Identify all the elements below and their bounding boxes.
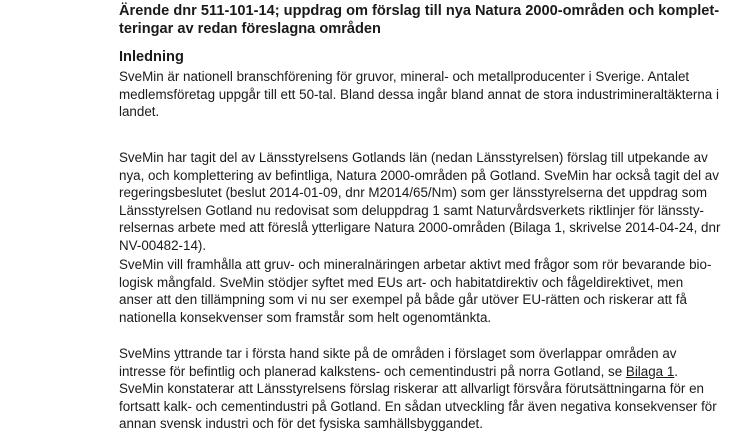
text-line: Länsstyrelsen Gotland nu redovisat som deluppdrag 1 samt Naturvårdsverkets riktlinjer för länssty- xyxy=(119,202,704,218)
text-line: SveMins yttrande tar i första hand sikte på de områden i förslaget som överlappar områden av xyxy=(119,346,677,361)
text-line: SveMin konstaterar att Länsstyrelsens förslag riskerar att allvarligt försvåra förutsättningarna för en xyxy=(119,381,704,397)
heading-line: teringar av redan föreslagna områden xyxy=(119,21,381,37)
text-segment: intresse för befintlig och planerad kalkstens- och cementindustri på norra Gotland, se xyxy=(119,363,626,379)
text-line: nationella konsekvenser som framstår som helt ogenomtänkta. xyxy=(119,309,492,325)
paragraph xyxy=(119,68,719,121)
text-line: anser att den tillämpning som vi nu ser exempel på både går utöver EU-rätten och riskerar att få xyxy=(119,292,687,308)
paragraph xyxy=(119,345,719,433)
text-line: SveMin är nationell branschförening för gruvor, mineral- och metallproducenter i Sverige. Antalet xyxy=(119,69,690,84)
text-line: relsernas arbete med att föreslå ytterligare Natura 2000-områden (Bilaga 1, skrivelse 2014-04-24, dnr xyxy=(119,220,721,236)
paragraph xyxy=(119,149,719,255)
text-line: nya, och komplettering av befintliga, Natura 2000-områden på Gotland. SveMin har också tagit del av xyxy=(119,167,719,183)
text-line: landet. xyxy=(119,104,160,120)
bilaga-reference-link[interactable]: Bilaga 1 xyxy=(625,363,675,379)
text-line: NV-00482-14). xyxy=(119,237,207,253)
heading-line: Ärende dnr 511-101-14; uppdrag om förslag till nya Natura 2000-områden och komplet- xyxy=(119,3,720,19)
section-title: Inledning xyxy=(119,49,184,65)
text-line: SveMin vill framhålla att gruv- och mineralnäringen arbetar aktivt med frågor som rör bevarande bio- xyxy=(119,257,712,272)
text-line: logisk mångfald. SveMin stödjer syftet med EUs art- och habitatdirektiv och fågeldirektivet, men xyxy=(119,274,684,290)
text-line: regeringsbeslutet (beslut 2014-01-09, dnr M2014/65/Nm) som ger länsstyrelserna det uppdrag som xyxy=(119,185,708,201)
text-segment: . xyxy=(674,363,679,379)
text-line xyxy=(119,363,719,381)
document-heading xyxy=(119,2,719,38)
paragraph xyxy=(119,256,719,326)
text-line: annan svensk industri och för det fysiska samhällsbyggandet. xyxy=(119,416,483,432)
text-line: SveMin har tagit del av Länsstyrelsens Gotlands län (nedan Länsstyrelsen) förslag till utpekande av xyxy=(119,150,708,165)
text-line: medlemsföretag uppgår till ett 50-tal. Bland dessa ingår bland annat de stora industrimineraltäkterna i xyxy=(119,86,719,102)
text-line: fortsatt kalk- och cementindustri på Gotland. En sådan utveckling får även negativa konsekvenser för xyxy=(119,398,717,414)
